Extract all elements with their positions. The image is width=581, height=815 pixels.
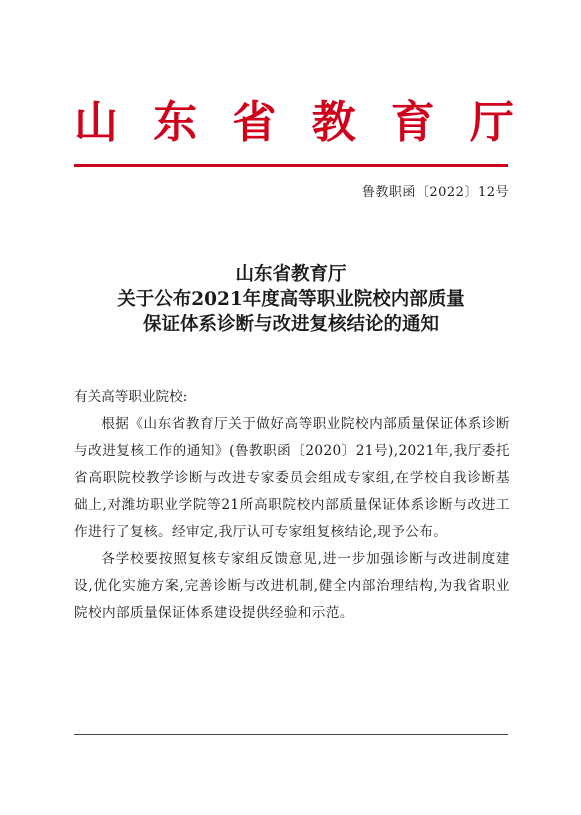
letterhead-char: 省 xyxy=(232,97,277,148)
title-line-1: 山东省教育厅 xyxy=(235,264,347,285)
letterhead-char: 教 xyxy=(311,97,356,148)
document-title xyxy=(74,262,508,337)
paragraph-1: 根据《山东省教育厅关于做好高等职业院校内部质量保证体系诊断与改进复核工作的通知》(鲁教职函〔2020〕21号),2021年,我厅委托省高职院校教学诊断与改进专家委员会组成专家组,在学校自我诊断基础上,对潍坊职业学院等21所高职院校内部质量保证体系诊断与改进工作进行了复核。经审定,我厅认可专家组复核结论,现予公布。 xyxy=(74,416,510,540)
letterhead-char: 育 xyxy=(390,97,435,148)
salutation: 有关高等职业院校: xyxy=(74,389,188,405)
title-line-2: 关于公布2021年度高等职业院校内部质量 xyxy=(117,289,465,310)
agency-letterhead xyxy=(74,93,514,153)
footer-rule xyxy=(74,734,508,735)
document-body xyxy=(74,384,510,627)
letterhead-red-rule xyxy=(74,164,508,167)
letterhead-char: 山 xyxy=(74,97,118,148)
document-number: 鲁教职函〔2022〕12号 xyxy=(361,185,509,200)
letterhead-char: 厅 xyxy=(469,97,514,148)
title-line-3: 保证体系诊断与改进复核结论的通知 xyxy=(142,314,439,335)
paragraph-2: 各学校要按照复核专家组反馈意见,进一步加强诊断与改进制度建设,优化实施方案,完善诊断与改进机制,健全内部治理结构,为我省职业院校内部质量保证体系建设提供经验和示范。 xyxy=(74,551,510,621)
letterhead-char: 东 xyxy=(153,97,198,148)
